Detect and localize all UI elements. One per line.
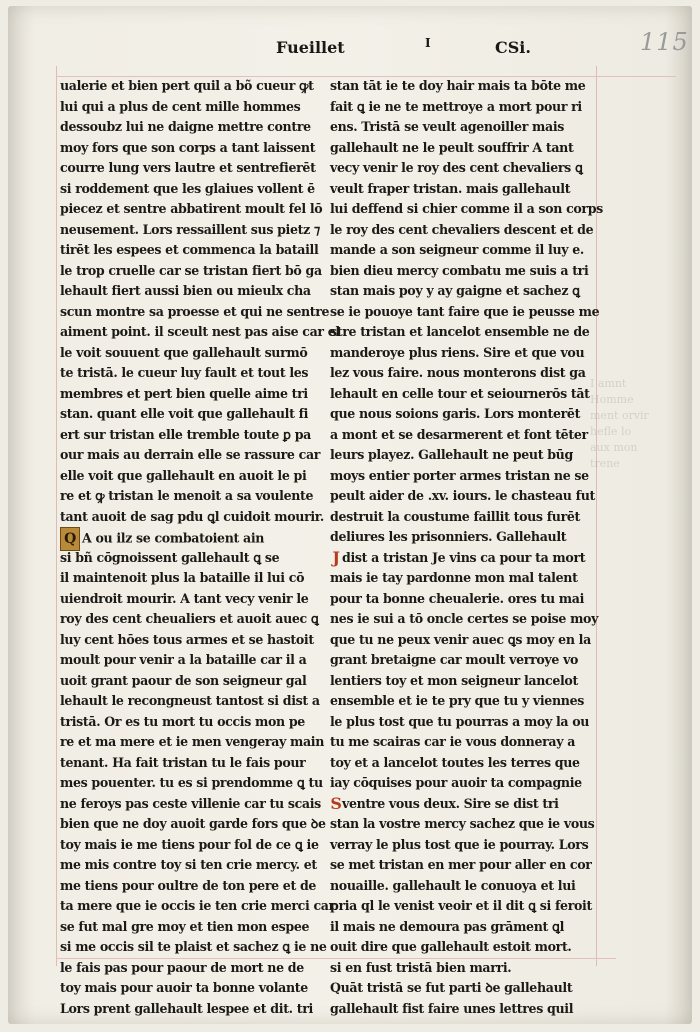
text-line — [60, 814, 326, 835]
text-line-content: veult fraper tristan. mais gallehault — [330, 180, 571, 196]
text-line-content: fait ꝗ ie ne te mettroye a mort pour ri — [330, 98, 582, 114]
text-line-content: a mont et se desarmerent et font tēter — [330, 426, 588, 442]
text-line — [330, 527, 592, 548]
text-line-content: il maintenoit plus la bataille il lui cō — [60, 570, 305, 585]
text-line-content: stan la vostre mercy sachez que ie vous — [330, 816, 595, 831]
text-line — [60, 958, 308, 979]
text-line — [330, 978, 592, 999]
text-line — [60, 486, 314, 507]
text-line — [330, 937, 592, 958]
text-line-content: me tiens pour oultre de ton pere et de — [60, 877, 317, 893]
text-line-content: tant auoit de sag pdu ꝗl cuidoit mourir. — [60, 508, 324, 524]
text-line — [60, 425, 311, 446]
text-line-content: neusement. Lors ressaillent sus pietz ⁊ — [60, 221, 320, 237]
text-line — [330, 199, 603, 220]
text-line — [330, 835, 592, 856]
text-line — [330, 322, 592, 343]
text-line-content: aiment point. il sceult nest pas aise car el — [60, 324, 340, 339]
text-line-content: moys entier porter armes tristan ne se — [330, 467, 589, 483]
show-through-text — [590, 376, 690, 472]
text-line-content: elle voit que gallehault en auoit le pi — [60, 467, 307, 483]
text-line-content: courre lung vers lautre et sentrefierēt — [60, 160, 316, 175]
text-line-content: uoit grant paour de son seigneur gal — [60, 672, 307, 688]
text-line-content: re et ma mere et ie men vengeray main — [60, 734, 325, 749]
text-line-content: uiendroit mourir. A tant vecy venir le — [60, 590, 309, 606]
left-text-column — [60, 76, 340, 1019]
text-line-content: lui deffend si chier comme il a son corps — [330, 201, 603, 216]
text-line-content: si en fust tristā bien marri. — [330, 959, 512, 975]
text-line — [60, 589, 308, 610]
text-line-content: mande a son seigneur comme il luy e. — [330, 242, 584, 257]
text-line — [60, 220, 320, 241]
text-line — [60, 609, 319, 630]
text-line-content: toy mais pour auoir ta bonne volante — [60, 980, 308, 995]
text-line — [60, 773, 323, 794]
text-line-content: le trop cruelle car se tristan fiert bō ga — [60, 262, 322, 278]
text-line — [60, 917, 308, 938]
text-line — [330, 138, 592, 159]
text-line — [60, 548, 308, 569]
text-line — [60, 978, 308, 999]
text-line-content: nouaille. gallehault le conuoya et lui — [330, 877, 576, 893]
text-line-content: se ie pouoye tant faire que ie peusse me — [330, 303, 600, 319]
text-line-content: membres et pert bien quelle aime tri — [60, 385, 308, 401]
text-line-content: le fais pas pour paour de mort ne de — [60, 959, 304, 975]
text-line-content: lehault le recongneust tantost si dist a — [60, 693, 320, 708]
text-line — [60, 199, 323, 220]
text-line — [330, 404, 592, 425]
header-mid: I — [425, 36, 431, 50]
text-line — [330, 773, 592, 794]
text-line-content: lui qui a plus de cent mille hommes — [60, 98, 301, 114]
text-line-content: tristā. Or es tu mort tu occis mon pe — [60, 713, 305, 729]
header-left: Fueillet — [276, 38, 345, 57]
text-line-content: ensemble et ie te pry que tu y viennes — [330, 693, 584, 708]
text-line-content: mes pouenter. tu es si prendomme ꝗ tu — [60, 775, 323, 790]
text-line — [60, 97, 308, 118]
text-line-content: gallehault fist faire unes lettres quil — [330, 1000, 574, 1016]
text-line-content: Quāt tristā se fut parti ꝺe gallehault — [330, 980, 573, 995]
show-through-line: I amnt — [590, 377, 627, 390]
text-line — [330, 691, 592, 712]
text-line — [330, 179, 592, 200]
text-line-content: mais ie tay pardonne mon mal talent — [330, 570, 578, 585]
text-line — [330, 876, 592, 897]
text-line-content: le roy des cent chevaliers descent et de — [330, 221, 594, 237]
text-line — [60, 630, 314, 651]
text-line-content: ventre vous deux. Sire se dist tri — [342, 795, 559, 811]
text-line-content: tu me scairas car ie vous donneray a — [330, 734, 576, 749]
text-line-content: roy des cent cheualiers et auoit auec ꝗ — [60, 611, 319, 626]
text-line — [330, 363, 592, 384]
text-line-content: iay cōquises pour auoir ta compagnie — [330, 775, 582, 790]
text-line-content: moult pour venir a la bataille car il a — [60, 652, 307, 667]
text-line-content: ouit dire que gallehault estoit mort. — [330, 939, 572, 954]
text-line-content: our mais au derrain elle se rassure car — [60, 447, 321, 462]
show-through-line: aux mon — [590, 441, 638, 454]
text-line-content: pour ta bonne cheualerie. ores tu mai — [330, 590, 585, 606]
text-line-content: manderoye plus riens. Sire et que vou — [330, 344, 585, 360]
decorated-initial: Q — [60, 527, 80, 551]
text-line-content: toy et a lancelot toutes les terres que — [330, 754, 580, 770]
text-line — [60, 404, 308, 425]
text-line-content: si roddement que les glaiues vollent ē — [60, 180, 315, 196]
text-line — [60, 240, 319, 261]
text-line-content: le voit souuent que gallehault surmō — [60, 344, 308, 360]
folio-number: 115 — [640, 28, 689, 56]
text-line-content: piecez et sentre abbatirent moult fel lō — [60, 201, 323, 216]
text-line — [330, 814, 595, 835]
text-line-content: il mais ne demoura pas grāment ꝗl — [330, 918, 565, 934]
text-line — [60, 855, 317, 876]
text-line — [330, 425, 592, 446]
text-line — [60, 466, 308, 487]
text-line — [60, 691, 320, 712]
text-line — [330, 548, 592, 569]
text-line — [60, 507, 324, 528]
text-line — [330, 302, 600, 323]
text-line — [330, 855, 592, 876]
text-line-content: lehault en celle tour et seiournerōs tāt — [330, 385, 590, 401]
text-line — [60, 671, 308, 692]
text-line-content: toy mais ie me tiens pour fol de ce ꝗ ie — [60, 836, 319, 852]
text-line-content: tirēt les espees et commenca la bataill — [60, 242, 319, 257]
text-line — [60, 568, 308, 589]
text-line — [330, 240, 592, 261]
text-line-content: stre tristan et lancelot ensemble ne de — [330, 324, 590, 339]
text-line-content: pria ql le venist veoir et il dit ꝗ si feroit — [330, 898, 592, 913]
text-line — [60, 753, 308, 774]
text-line — [60, 794, 321, 815]
text-line-content: luy cent hōes tous armes et se hastoit — [60, 631, 314, 647]
text-line-content: ta mere que ie occis ie ten crie merci car — [60, 898, 335, 913]
text-line — [330, 732, 592, 753]
text-line-content: re et ꝙ tristan le menoit a sa voulente — [60, 488, 314, 503]
text-line-content: tenant. Ha fait tristan tu le fais pour — [60, 754, 306, 770]
text-line-content: nes ie sui a tō oncle certes se poise moy — [330, 611, 599, 626]
show-through-line: trene — [590, 457, 620, 470]
text-line-content: moy fors que son corps a tant laissent — [60, 139, 316, 155]
text-line — [330, 568, 592, 589]
text-line — [60, 179, 315, 200]
text-line-content: ens. Tristā se veult agenoiller mais — [330, 119, 564, 134]
header-right: CSi. — [495, 38, 531, 57]
text-line-content: dessoubz lui ne daigne mettre contre — [60, 119, 311, 134]
text-line-content: A ou ilz se combatoient ain — [82, 530, 265, 546]
text-line-content: ualerie et bien pert quil a bõ cueur ꝙt — [60, 78, 314, 93]
text-line-content: deliures les prisonniers. Gallehault — [330, 529, 567, 544]
text-line-content: stan tāt ie te doy hair mais ta bōte me — [330, 78, 586, 93]
text-line — [330, 76, 592, 97]
decorated-initial: S — [330, 794, 342, 813]
text-line — [60, 835, 319, 856]
text-line-content: leurs playez. Gallehault ne peut būg — [330, 447, 573, 462]
text-line-content: vecy venir le roy des cent chevaliers ꝗ — [330, 160, 583, 175]
text-line — [330, 158, 592, 179]
text-line-content: le plus tost que tu pourras a moy la ou — [330, 713, 590, 729]
text-line — [330, 343, 592, 364]
text-line-content: que tu ne peux venir auec ꝗs moy en la — [330, 631, 591, 647]
text-line — [60, 158, 316, 179]
text-line — [60, 896, 335, 917]
text-line — [330, 712, 592, 733]
text-line — [60, 343, 308, 364]
text-line — [330, 384, 592, 405]
text-line-content: stan. quant elle voit que gallehault fi — [60, 406, 309, 421]
text-line — [330, 97, 592, 118]
text-line — [330, 609, 599, 630]
ruling-line — [56, 66, 57, 966]
text-line — [330, 117, 592, 138]
right-text-column — [330, 76, 603, 1019]
text-line-content: peult aider de .xv. iours. le chasteau fut — [330, 488, 595, 503]
text-line — [330, 671, 592, 692]
text-line — [60, 384, 308, 405]
text-line — [60, 937, 327, 958]
text-line-content: Lors prent gallehault lespee et dit. tri — [60, 1000, 313, 1016]
show-through-line: hefle lo — [590, 425, 632, 438]
text-line — [330, 650, 592, 671]
text-line — [60, 732, 325, 753]
text-line-content: gallehault ne le peult souffrir A tant — [330, 139, 574, 155]
text-line — [330, 630, 592, 651]
show-through-line: Homme — [590, 393, 634, 406]
text-line — [330, 999, 592, 1020]
text-line-content: scun montre sa proesse et qui ne sentre — [60, 303, 330, 319]
text-line-content: verray le plus tost que ie pourray. Lors — [330, 836, 589, 852]
text-line — [60, 322, 340, 343]
text-line — [60, 650, 308, 671]
text-line-content: ert sur tristan elle tremble toute ꝑ pa — [60, 426, 311, 442]
text-line — [330, 896, 592, 917]
text-line — [330, 281, 592, 302]
text-line — [330, 958, 592, 979]
text-line-content: lentiers toy et mon seigneur lancelot — [330, 672, 578, 688]
text-line — [330, 589, 592, 610]
text-line-content: destruit la coustume faillit tous furēt — [330, 508, 580, 524]
text-line — [330, 917, 592, 938]
text-line — [330, 445, 592, 466]
show-through-line: ment orvir — [590, 409, 649, 422]
text-line — [330, 486, 595, 507]
text-line — [60, 261, 322, 282]
text-line-content: bien dieu mercy combatu me suis a tri — [330, 262, 589, 278]
text-line-content: stan mais poy y ay gaigne et sachez ꝗ — [330, 283, 580, 298]
text-line — [330, 261, 592, 282]
text-line-content: dist a tristan Je vins ca pour ta mort — [342, 549, 586, 565]
text-line — [330, 466, 592, 487]
text-line-content: grant bretaigne car moult verroye vo — [330, 652, 579, 667]
text-line — [60, 281, 311, 302]
text-line — [60, 76, 314, 97]
text-line — [60, 712, 308, 733]
text-line-content: se met tristan en mer pour aller en cor — [330, 857, 592, 872]
text-line — [60, 445, 321, 466]
text-line — [60, 527, 308, 548]
text-line — [60, 302, 330, 323]
text-line-content: si bñ cōgnoissent gallehault ꝗ se — [60, 549, 280, 565]
text-line-content: lehault fiert aussi bien ou mieulx cha — [60, 283, 311, 298]
text-line-content: bien que ne doy auoit garde fors que ꝺe — [60, 816, 326, 831]
text-line — [330, 507, 592, 528]
text-line-content: si me occis sil te plaist et sachez ꝗ ie ne — [60, 939, 327, 954]
text-line — [60, 363, 308, 384]
text-line — [330, 220, 592, 241]
text-line-content: que nous soions garis. Lors monterēt — [330, 406, 581, 421]
text-line — [60, 138, 316, 159]
decorated-initial: J — [332, 548, 340, 567]
text-line-content: lez vous faire. nous monterons dist ga — [330, 365, 586, 380]
text-line — [330, 753, 592, 774]
text-line-content: te tristā. le cueur luy fault et tout les — [60, 365, 309, 380]
text-line — [60, 117, 311, 138]
running-header — [0, 38, 700, 62]
text-line — [60, 999, 313, 1020]
text-line — [60, 876, 317, 897]
text-line — [330, 794, 592, 815]
text-line-content: me mis contre toy si ten crie mercy. et — [60, 857, 317, 872]
text-line-content: se fut mal gre moy et tien mon espee — [60, 918, 310, 934]
text-line-content: ne feroys pas ceste villenie car tu scais — [60, 795, 321, 811]
